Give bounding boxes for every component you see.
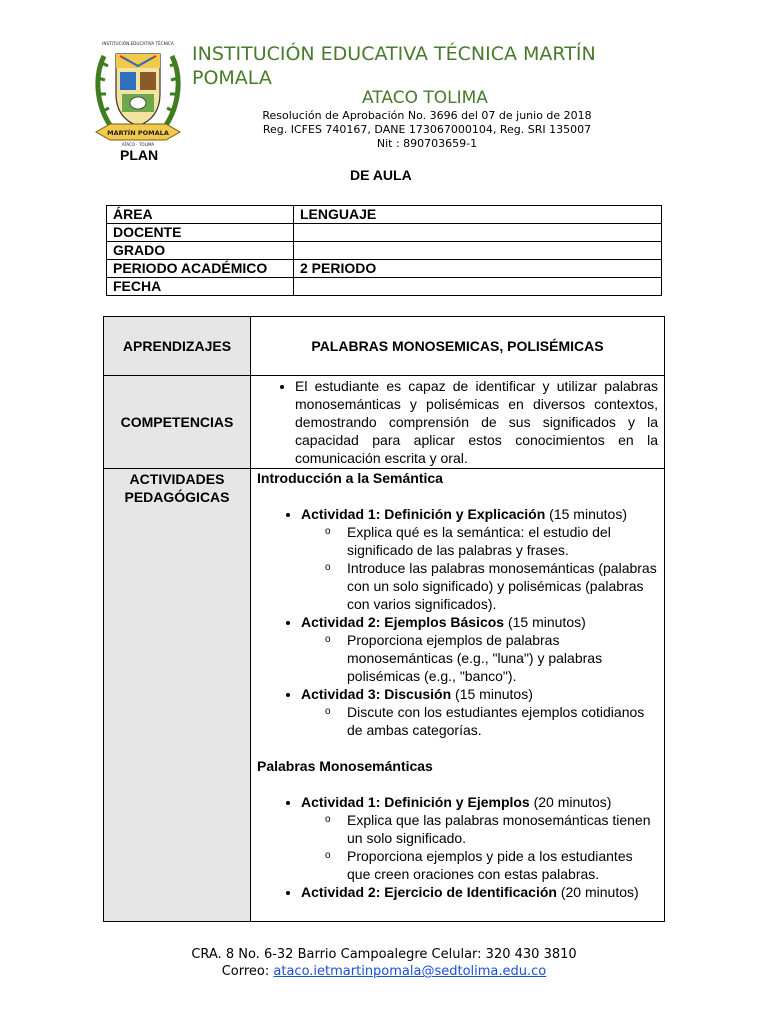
competencias-row: [104, 376, 665, 469]
info-row-fecha: [107, 278, 662, 296]
institution-crest-logo: [90, 36, 186, 148]
aprendizajes-row: [104, 317, 665, 376]
footer-address: CRA. 8 No. 6-32 Barrio Campoalegre Celular: 320 430 3810: [191, 947, 577, 962]
actividades-content: [251, 469, 665, 922]
info-label: ÁREA: [107, 206, 294, 224]
document-title-plan: PLAN: [120, 147, 159, 163]
activity-item: [301, 613, 658, 685]
activity-step: o Explica qué es la semántica: el estudio del significado de las palabras y frases.: [347, 523, 658, 559]
activity-time: (15 minutos): [545, 506, 627, 522]
info-value: 2 PERIODO: [294, 260, 662, 278]
actividades-label-line1: ACTIVIDADES: [129, 471, 225, 487]
activity-item: [301, 793, 658, 883]
activity-item: [301, 883, 658, 901]
activity-list: [257, 793, 658, 901]
svg-text:ATACO - TOLIMA: ATACO - TOLIMA: [121, 142, 155, 147]
activity-time: (20 minutos): [529, 794, 612, 810]
info-value: [294, 242, 662, 260]
activity-step: o Discute con los estudiantes ejemplos cotidianos de ambas categorías.: [347, 703, 658, 739]
info-row-area: [107, 206, 662, 224]
footer-email-link[interactable]: ataco.ietmartinpomala@sedtolima.edu.co: [273, 964, 547, 979]
activity-item: [301, 685, 658, 739]
info-label: DOCENTE: [107, 224, 294, 242]
activity-time: (15 minutos): [451, 686, 533, 702]
activity-time: (20 minutos): [556, 884, 639, 900]
info-row-grado: [107, 242, 662, 260]
document-title-de-aula: DE AULA: [350, 167, 412, 183]
activity-list: [257, 505, 658, 739]
svg-text:MARTÍN POMALA: MARTÍN POMALA: [107, 129, 169, 137]
footer-email-line: [0, 963, 768, 980]
activity-step: o Proporciona ejemplos y pide a los estudiantes que creen oraciones con estas palabras.: [347, 847, 658, 883]
actividades-label: [104, 469, 251, 922]
activity-step: o Explica que las palabras monosemánticas tienen un solo significado.: [347, 811, 658, 847]
activity-name: Actividad 1: Definición y Explicación: [301, 506, 546, 522]
actividades-row: [104, 469, 665, 922]
section-title: Introducción a la Semántica: [257, 470, 443, 486]
activity-time: (15 minutos): [504, 614, 586, 630]
svg-text:INSTITUCIÓN EDUCATIVA TÉCNICA: INSTITUCIÓN EDUCATIVA TÉCNICA: [102, 41, 174, 46]
info-row-docente: [107, 224, 662, 242]
activity-item: [301, 505, 658, 613]
activity-name: Actividad 3: Discusión: [301, 686, 452, 702]
activity-step: o Introduce las palabras monosemánticas (palabras con un solo significado) y polisémicas (palabras con varios significados).: [347, 559, 658, 613]
institution-city: ATACO TOLIMA: [362, 88, 488, 108]
footer-email-label: Correo:: [221, 964, 274, 979]
info-label: PERIODO ACADÉMICO: [107, 260, 294, 278]
info-value: LENGUAJE: [294, 206, 662, 224]
activity-step: o Proporciona ejemplos de palabras monosemánticas (e.g., "luna") y palabras polisémicas (e.g., "banco").: [347, 631, 658, 685]
info-table: [106, 205, 662, 296]
info-label: FECHA: [107, 278, 294, 296]
competencias-label: COMPETENCIAS: [104, 376, 251, 469]
activity-name: Actividad 2: Ejercicio de Identificación: [301, 884, 557, 900]
aprendizajes-value: PALABRAS MONOSEMICAS, POLISÉMICAS: [251, 317, 665, 376]
resolution-line: Resolución de Aprobación No. 3696 del 07 de junio de 2018: [262, 109, 592, 122]
competencias-text: • El estudiante es capaz de identificar y utilizar palabras monosemánticas y polisémicas en diversos contextos, demostrando comprensión de sus significados y la capacidad para aplicar estos conocimientos en la comunicación escrita y oral.: [295, 377, 658, 467]
info-value: [294, 224, 662, 242]
plan-table: [103, 316, 665, 922]
activity-name: Actividad 1: Definición y Ejemplos: [301, 794, 530, 810]
competencias-list: [251, 377, 658, 467]
activity-name: Actividad 2: Ejemplos Básicos: [301, 614, 505, 630]
nit-line: Nit : 890703659-1: [376, 137, 478, 150]
section-title: Palabras Monosemánticas: [257, 758, 433, 774]
actividades-label-line2: PEDAGÓGICAS: [124, 489, 230, 505]
info-row-periodo: [107, 260, 662, 278]
info-label: GRADO: [107, 242, 294, 260]
institution-name: INSTITUCIÓN EDUCATIVA TÉCNICA MARTÍN POMALA: [192, 43, 596, 89]
info-value: [294, 278, 662, 296]
aprendizajes-label: APRENDIZAJES: [104, 317, 251, 376]
registrations-line: Reg. ICFES 740167, DANE 173067000104, Reg. SRI 135007: [262, 123, 592, 136]
